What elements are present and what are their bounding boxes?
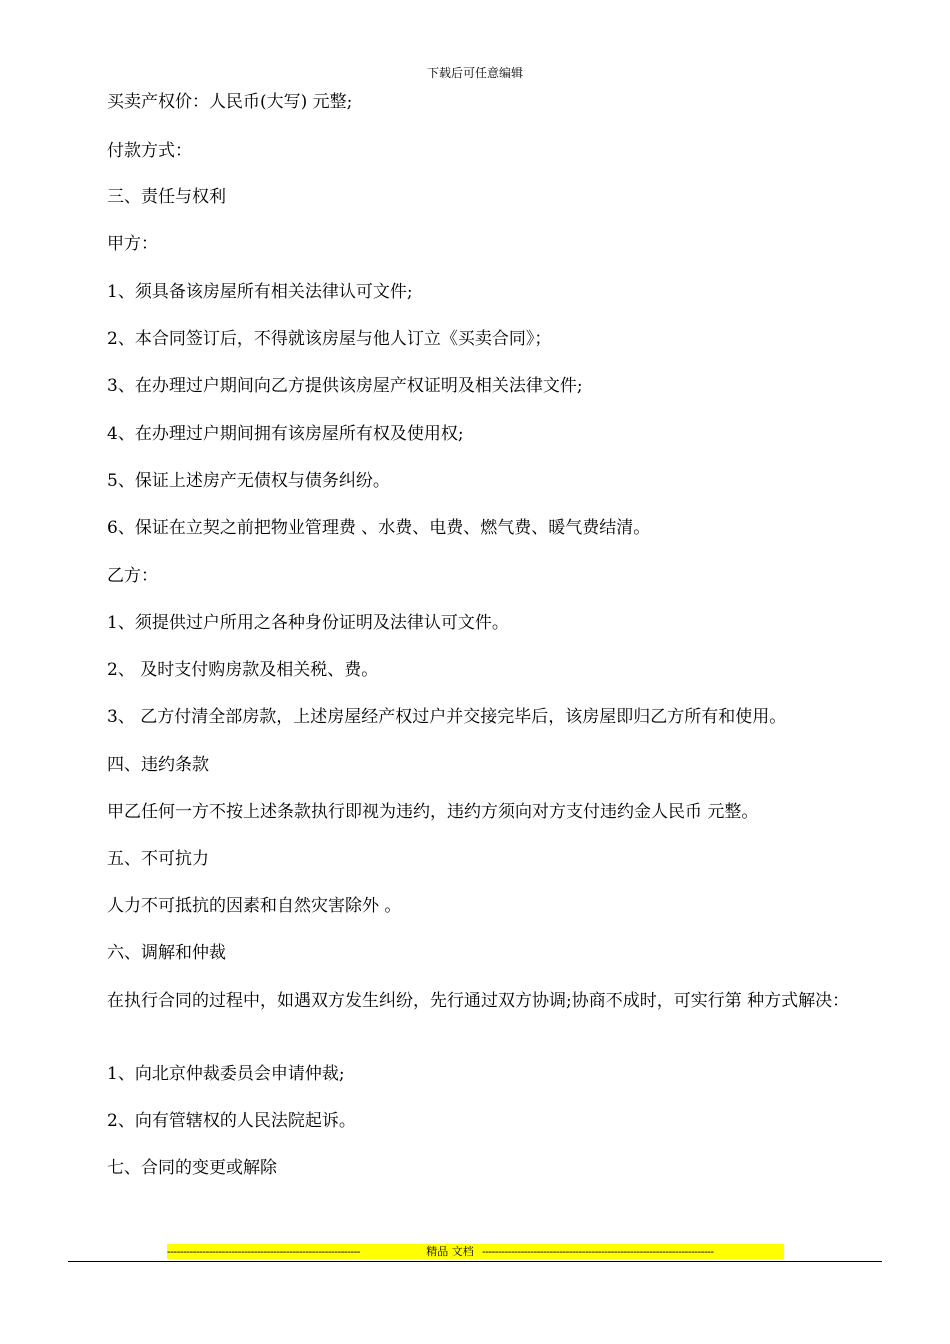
party-b-item-1: 1、须提供过户所用之各种身份证明及法律认可文件。 xyxy=(107,613,509,633)
section-heading-4: 四、违约条款 xyxy=(107,755,209,775)
breach-clause: 甲乙任何一方不按上述条款执行即视为违约，违约方须向对方支付违约金人民币 元整。 xyxy=(107,802,759,822)
party-a-item-6: 6、保证在立契之前把物业管理费 、水费、电费、燃气费、暖气费结清。 xyxy=(107,518,651,538)
party-a-item-5: 5、保证上述房产无债权与债务纠纷。 xyxy=(107,471,390,491)
party-a-item-1: 1、须具备该房屋所有相关法律认可文件; xyxy=(107,282,413,302)
party-a-heading: 甲方： xyxy=(107,234,158,254)
party-a-item-2: 2、本合同签订后，不得就该房屋与他人订立《买卖合同》； xyxy=(107,329,552,349)
section-heading-3: 三、责任与权利 xyxy=(107,187,226,207)
party-b-heading: 乙方： xyxy=(107,566,158,586)
section-heading-7: 七、合同的变更或解除 xyxy=(107,1158,277,1178)
footer-dashes-right: ------------------------------------------------------------------------ xyxy=(482,1245,714,1258)
footer-banner xyxy=(167,1244,784,1259)
party-a-item-3: 3、在办理过户期间向乙方提供该房屋产权证明及相关法律文件; xyxy=(107,376,583,396)
section-heading-5: 五、不可抗力 xyxy=(107,849,209,869)
party-b-item-3: 3、 乙方付清全部房款，上述房屋经产权过户并交接完毕后，该房屋即归乙方所有和使用。 xyxy=(107,707,787,727)
footer-label: 精品 文档 xyxy=(426,1245,474,1258)
text-line-price: 买卖产权价：人民币(大写) 元整; xyxy=(107,92,353,112)
arbitration-option-2: 2、向有管辖权的人民法院起诉。 xyxy=(107,1111,356,1131)
section-heading-6: 六、调解和仲裁 xyxy=(107,943,226,963)
arbitration-paragraph: 在执行合同的过程中，如遇双方发生纠纷，先行通过双方协调;协商不成时，可实行第 种方式解决： xyxy=(107,991,850,1011)
text-line-payment: 付款方式： xyxy=(107,141,192,161)
footer-rule xyxy=(68,1261,882,1262)
footer-dashes-left: ------------------------------------------------------------ xyxy=(167,1245,361,1258)
party-a-item-4: 4、在办理过户期间拥有该房屋所有权及使用权; xyxy=(107,424,464,444)
arbitration-option-1: 1、向北京仲裁委员会申请仲裁; xyxy=(107,1064,345,1084)
party-b-item-2: 2、 及时支付购房款及相关税、费。 xyxy=(107,660,379,680)
force-majeure-clause: 人力不可抵抗的因素和自然灾害除外 。 xyxy=(107,896,402,916)
header-note: 下载后可任意编辑 xyxy=(426,66,523,80)
